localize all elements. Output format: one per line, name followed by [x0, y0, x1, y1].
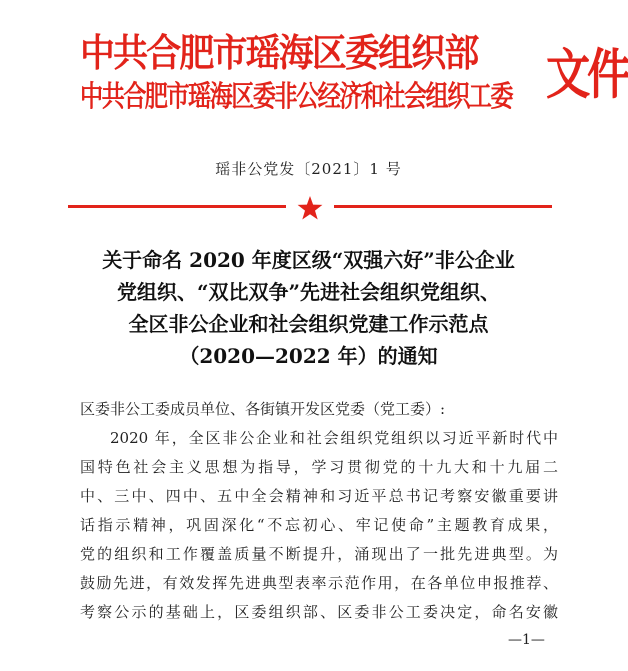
title-line: 党组织、“双比双争”先进社会组织党组织、 — [116, 280, 500, 304]
document-title — [40, 244, 577, 372]
body-paragraph — [80, 424, 558, 627]
red-divider — [68, 196, 552, 218]
salutation: 区委非公工委成员单位、各街镇开发区党委（党工委）: — [80, 400, 446, 418]
red-masthead — [80, 14, 628, 126]
divider-line-left — [68, 205, 286, 208]
title-line: 关于命名 2020 年度区级“双强六好”非公企业 — [102, 248, 515, 272]
body-line: 国特色社会主义思想为指导，学习贯彻党的十九大和十九届二 — [80, 458, 558, 476]
page-number: —1— — [508, 632, 545, 648]
masthead-wenjian: 文件 — [546, 43, 628, 106]
title-line: 全区非公企业和社会组织党建工作示范点 — [128, 312, 489, 336]
body-line: 党的组织和工作覆盖质量不断提升，涌现出了一批先进典型。为 — [80, 545, 558, 563]
masthead-line-2: 中共合肥市瑶海区委非公经济和社会组织工委 — [80, 79, 513, 113]
body-line: 鼓励先进，有效发挥先进典型表率示范作用，在各单位申报推荐、 — [80, 574, 558, 592]
body-line: 考察公示的基础上，区委组织部、区委非公工委决定，命名安徽 — [80, 603, 558, 621]
star-icon — [297, 196, 323, 220]
masthead-line-1: 中共合肥市瑶海区委组织部 — [80, 31, 478, 75]
title-line: （2020—2022 年）的通知 — [179, 344, 438, 368]
document-number: 瑶非公党发〔2021〕1 号 — [215, 160, 402, 178]
divider-line-right — [334, 205, 552, 208]
body-line: 2020 年，全区非公企业和社会组织党组织以习近平新时代中 — [110, 429, 558, 447]
body-line: 话指示精神，巩固深化“不忘初心、牢记使命”主题教育成果， — [80, 516, 558, 534]
body-line: 中、三中、四中、五中全会精神和习近平总书记考察安徽重要讲 — [80, 487, 558, 505]
